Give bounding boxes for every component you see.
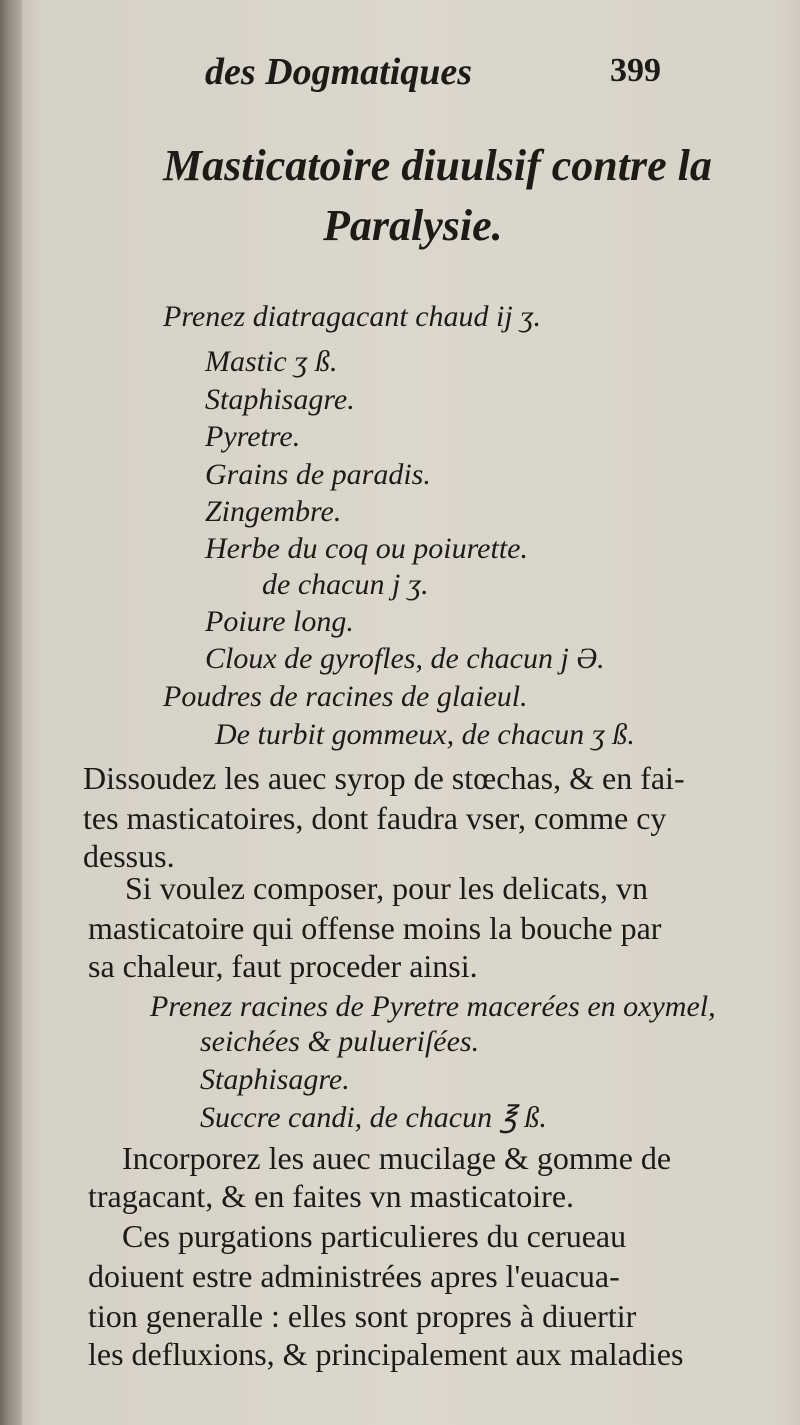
recipe1-line: Prenez diatragacant chaud ij ʒ. <box>163 300 541 333</box>
page-number: 399 <box>610 52 661 89</box>
recipe1-line: Mastic ʒ ß. <box>205 345 338 378</box>
paragraph1-line: tes masticatoires, dont faudra vser, comme cy <box>83 800 667 836</box>
paragraph1-line: Dissoudez les auec syrop de stœchas, & en fai- <box>83 760 685 796</box>
recipe1-line: Poudres de racines de glaieul. <box>163 680 528 713</box>
section-title-line-2: Paralysie. <box>323 201 503 250</box>
section-title-line-1: Masticatoire diuulsif contre la <box>163 141 712 190</box>
running-title: des Dogmatiques <box>205 51 473 93</box>
recipe2-line: Prenez racines de Pyretre macerées en oxymel, <box>150 990 716 1023</box>
paragraph4-line: Ces purgations particulieres du cerueau <box>122 1218 627 1254</box>
book-gutter <box>0 0 22 1425</box>
paragraph4-line: les defluxions, & principalement aux maladies <box>88 1336 684 1372</box>
recipe1-line: Cloux de gyrofles, de chacun j Ə. <box>205 642 605 675</box>
paragraph2-line: Si voulez composer, pour les delicats, vn <box>125 870 649 906</box>
paragraph2-line: sa chaleur, faut proceder ainsi. <box>88 948 478 984</box>
recipe2-line: Succre candi, de chacun ℥ ß. <box>200 1101 547 1134</box>
paragraph1-line: dessus. <box>83 838 175 874</box>
paragraph3-line: Incorporez les auec mucilage & gomme de <box>122 1140 672 1176</box>
recipe1-line: Zingembre. <box>205 495 342 528</box>
paragraph3-line: tragacant, & en faites vn masticatoire. <box>88 1178 575 1214</box>
recipe1-line: de chacun j ʒ. <box>262 568 429 601</box>
recipe1-line: De turbit gommeux, de chacun ʒ ß. <box>215 718 635 751</box>
paragraph2-line: masticatoire qui offense moins la bouche par <box>88 910 662 946</box>
recipe1-line: Staphisagre. <box>205 383 355 416</box>
recipe2-line: Staphisagre. <box>200 1063 350 1096</box>
recipe1-line: Herbe du coq ou poiurette. <box>205 532 528 565</box>
recipe2-line: seichées & pulueriſées. <box>200 1025 480 1058</box>
recipe1-line: Poiure long. <box>205 605 354 638</box>
recipe1-line: Grains de paradis. <box>205 458 431 491</box>
recipe1-line: Pyretre. <box>205 420 301 453</box>
paragraph4-line: tion generalle : elles sont propres à diuertir <box>88 1298 637 1334</box>
paragraph4-line: doiuent estre administrées apres l'euacua- <box>88 1258 620 1294</box>
